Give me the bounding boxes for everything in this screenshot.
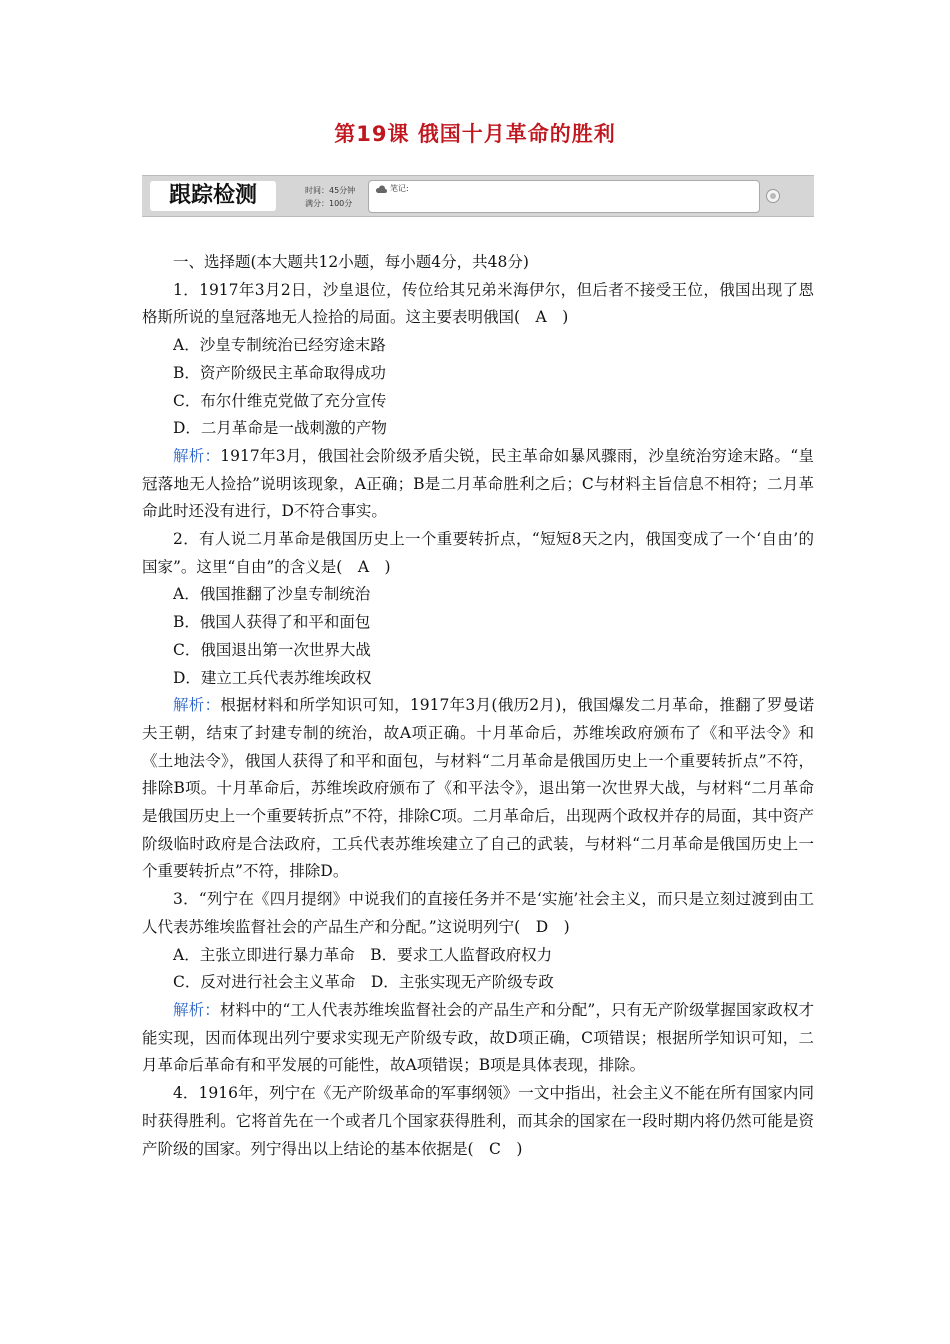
question-1-stem: 1．1917年3月2日，沙皇退位，传位给其兄弟米海伊尔，但后者不接受王位，俄国出现了恩格斯所说的皇冠落地无人捡拾的局面。这主要表明俄国( A ) <box>142 280 814 327</box>
cloud-icon <box>375 185 387 194</box>
analysis-label: 解析： <box>173 446 221 465</box>
analysis-text: 根据材料和所学知识可知，1917年3月(俄历2月)，俄国爆发二月革命，推翻了罗曼诺夫王朝，结束了封建专制的统治，故A项正确。十月革命后，苏维埃政府颁布了《和平法令》和《土地法令》，俄国人获得了和平和面包，与材料“二月革命是俄国历史上一个重要转折点”不符，排除B项。十月革命后，苏维埃政府颁布了《和平法令》，退出第一次世界大战，与材料“二月革命是俄国历史上一个重要转折点”不符，排除C项。二月革命后，出现两个政权并存的局面，其中资产阶级临时政府是合法政府，工兵代表苏维埃建立了自己的武装，与材料“二月革命是俄国历史上一个重要转折点”不符，排除D。 <box>142 696 814 881</box>
question-2-stem: 2．有人说二月革命是俄国历史上一个重要转折点，“短短8天之内，俄国变成了一个‘自由’的国家”。这里“自由”的含义是( A ) <box>142 530 814 576</box>
question-4-stem: 4．1916年，列宁在《无产阶级革命的军事纲领》一文中指出，社会主义不能在所有国家内同时获得胜利。它将首先在一个或者几个国家获得胜利，而其余的国家在一段时期内将仍然可能是资产阶级的国家。列宁得出以上结论的基本依据是( C ) <box>142 1084 814 1158</box>
analysis-text: 1917年3月，俄国社会阶级矛盾尖锐，民主革命如暴风骤雨，沙皇统治穷途末路。“皇冠落地无人捡拾”说明该现象，A正确；B是二月革命胜利之后；C与材料主旨信息不相符；二月革命此时还没有进行，D不符合事实。 <box>142 446 814 521</box>
question-2-option-d: D．建立工兵代表苏维埃政权 <box>173 668 372 687</box>
analysis-label: 解析： <box>173 696 221 715</box>
question-3-stem: 3．“列宁在《四月提纲》中说我们的直接任务并不是‘实施’社会主义，而只是立刻过渡到由工人代表苏维埃监督社会的产品生产和分配。”这说明列宁( D ) <box>142 890 814 936</box>
question-3-options-ab: A．主张立即进行暴力革命 B．要求工人监督政府权力 <box>173 945 553 964</box>
full-score: 满分：100分 <box>305 199 353 208</box>
section-heading: 一、选择题(本大题共12小题，每小题4分，共48分) <box>173 253 529 271</box>
time-limit: 时间：45分钟 <box>305 186 356 195</box>
document-body <box>142 249 814 1163</box>
page-title: 第19课 俄国十月革命的胜利 <box>334 122 616 146</box>
pin-icon[interactable] <box>766 189 780 203</box>
question-1-option-c: C．布尔什维克党做了充分宣传 <box>173 391 387 410</box>
banner-heading: 跟踪检测 <box>150 181 276 211</box>
question-2-option-a: A．俄国推翻了沙皇专制统治 <box>173 585 371 604</box>
question-1-analysis <box>142 443 814 526</box>
question-1-option-a: A．沙皇专制统治已经穷途末路 <box>173 336 386 355</box>
question-1-option-d: D．二月革命是一战刺激的产物 <box>173 419 387 438</box>
question-1-option-b: B．资产阶级民主革命取得成功 <box>173 363 386 382</box>
question-2-option-c: C．俄国退出第一次世界大战 <box>173 640 371 659</box>
question-3-analysis <box>142 997 814 1080</box>
tracking-test-banner <box>142 175 814 217</box>
question-3-options-cd: C．反对进行社会主义革命 D．主张实现无产阶级专政 <box>173 973 554 992</box>
analysis-label: 解析： <box>173 1000 220 1019</box>
notes-label: 笔记: <box>390 184 409 193</box>
question-2-option-b: B．俄国人获得了和平和面包 <box>173 613 371 632</box>
analysis-text: 材料中的“工人代表苏维埃监督社会的产品生产和分配”，只有无产阶级掌握国家政权才能实现，因而体现出列宁要求实现无产阶级专政，故D项正确，C项错误；根据所学知识可知，二月革命后革命有和平发展的可能性，故A项错误；B项是具体表现，排除。 <box>142 1000 814 1075</box>
notes-field[interactable] <box>368 180 760 213</box>
question-2-analysis <box>142 692 814 886</box>
banner-meta <box>305 184 355 210</box>
